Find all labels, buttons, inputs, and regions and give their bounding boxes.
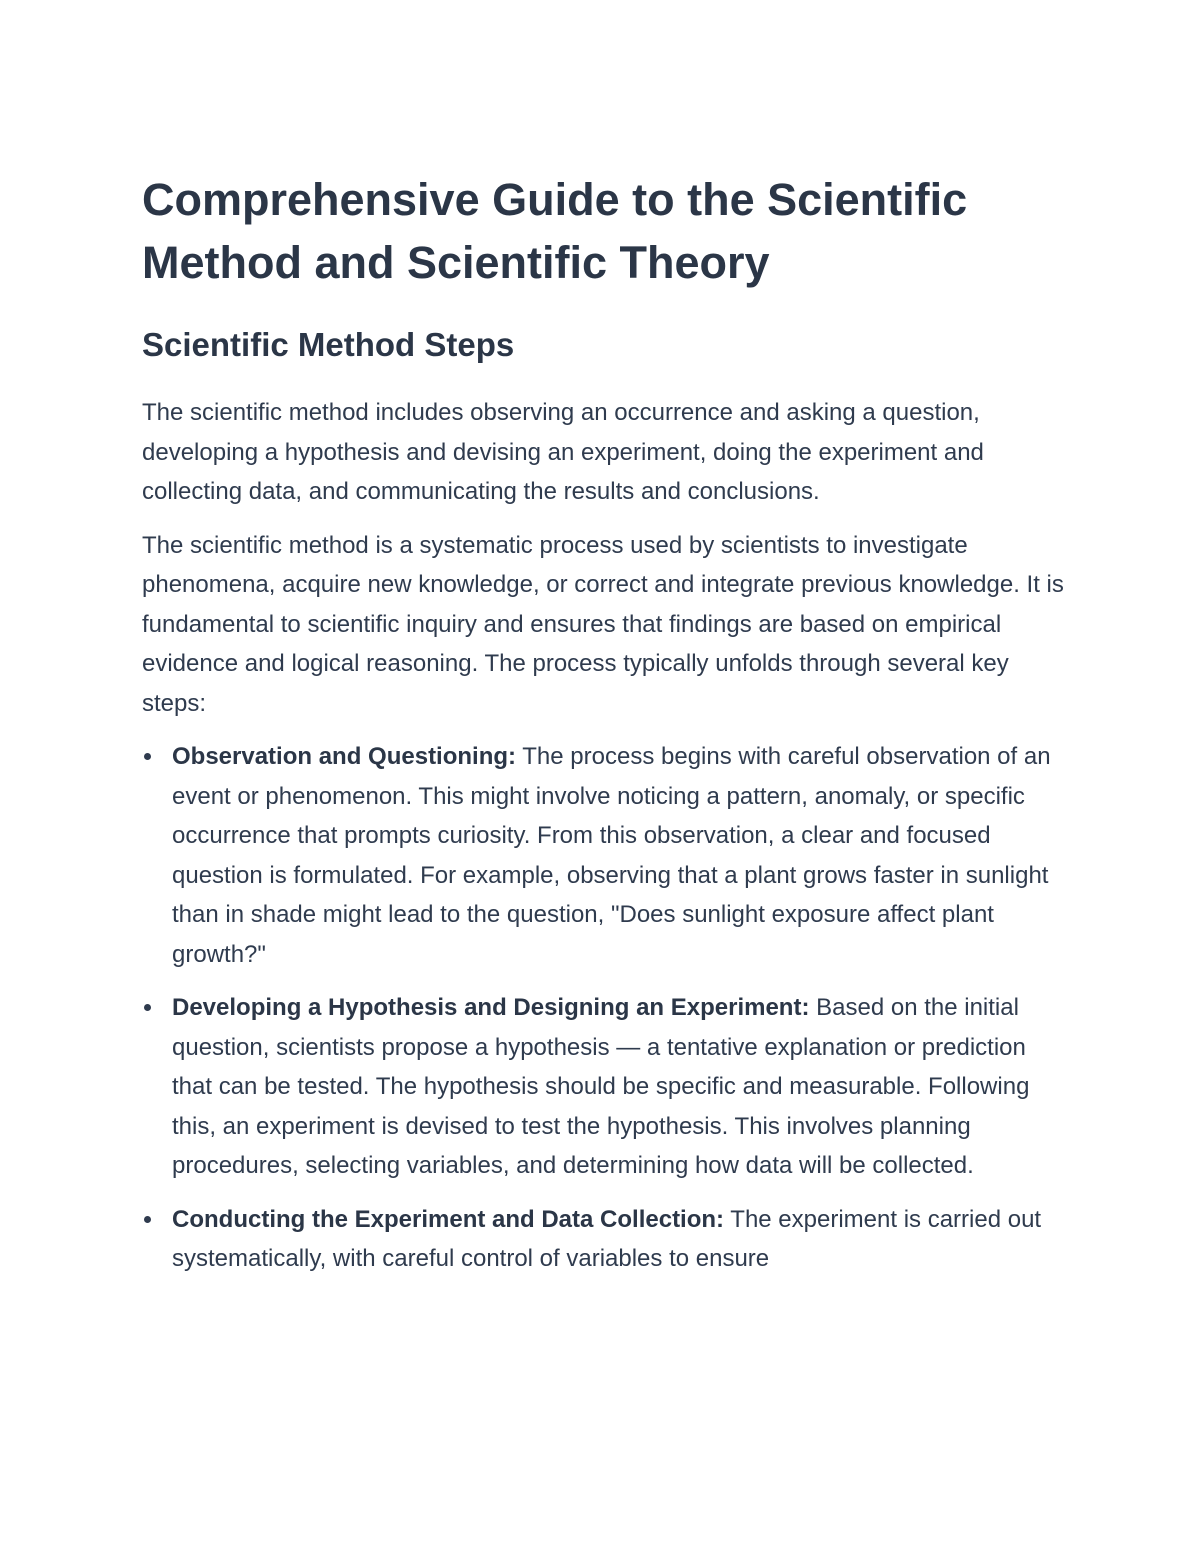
- step-text: The process begins with careful observation of an event or phenomenon. This might involve noticing a pattern, anomaly, or specific occurrence that prompts curiosity. From this observation, a clear and focused question is formulated. For example, observing that a plant grows faster in sunlight than in shade might lead to the question, "Does sunlight exposure affect plant growth?": [172, 743, 1051, 968]
- bullet-icon: [144, 753, 151, 760]
- list-item: [142, 1200, 1067, 1279]
- list-item: [142, 737, 1067, 974]
- intro-paragraph: The scientific method includes observing an occurrence and asking a question, developing a hypothesis and devising an experiment, doing the experiment and collecting data, and communicating the results and conclusions.: [142, 399, 984, 505]
- list-item: [142, 988, 1067, 1186]
- bullet-icon: [144, 1216, 151, 1223]
- step-text: Based on the initial question, scientists propose a hypothesis — a tentative explanation or prediction that can be tested. The hypothesis should be specific and measurable. Following this, an experiment is devised to test the hypothesis. This involves planning procedures, selecting variables, and determining how data will be collected.: [172, 994, 1030, 1179]
- document-title: Comprehensive Guide to the Scientific Method and Scientific Theory: [142, 174, 968, 288]
- step-term: Observation and Questioning:: [172, 743, 517, 770]
- step-term: Conducting the Experiment and Data Collection:: [172, 1205, 725, 1233]
- bullet-icon: [144, 1004, 151, 1011]
- step-term: Developing a Hypothesis and Designing an Experiment:: [172, 994, 810, 1021]
- step-text: The experiment is carried out systematically, with careful control of variables to ensure: [172, 1205, 1042, 1272]
- section-heading: Scientific Method Steps: [142, 326, 515, 363]
- document-page: [142, 168, 1067, 1293]
- steps-list: [142, 737, 1067, 1279]
- overview-paragraph: The scientific method is a systematic process used by scientists to investigate phenomena, acquire new knowledge, or correct and integrate previous knowledge. It is fundamental to scientific inquiry and ensures that findings are based on empirical evidence and logical reasoning. The process typically unfolds through several key steps:: [142, 531, 1064, 717]
